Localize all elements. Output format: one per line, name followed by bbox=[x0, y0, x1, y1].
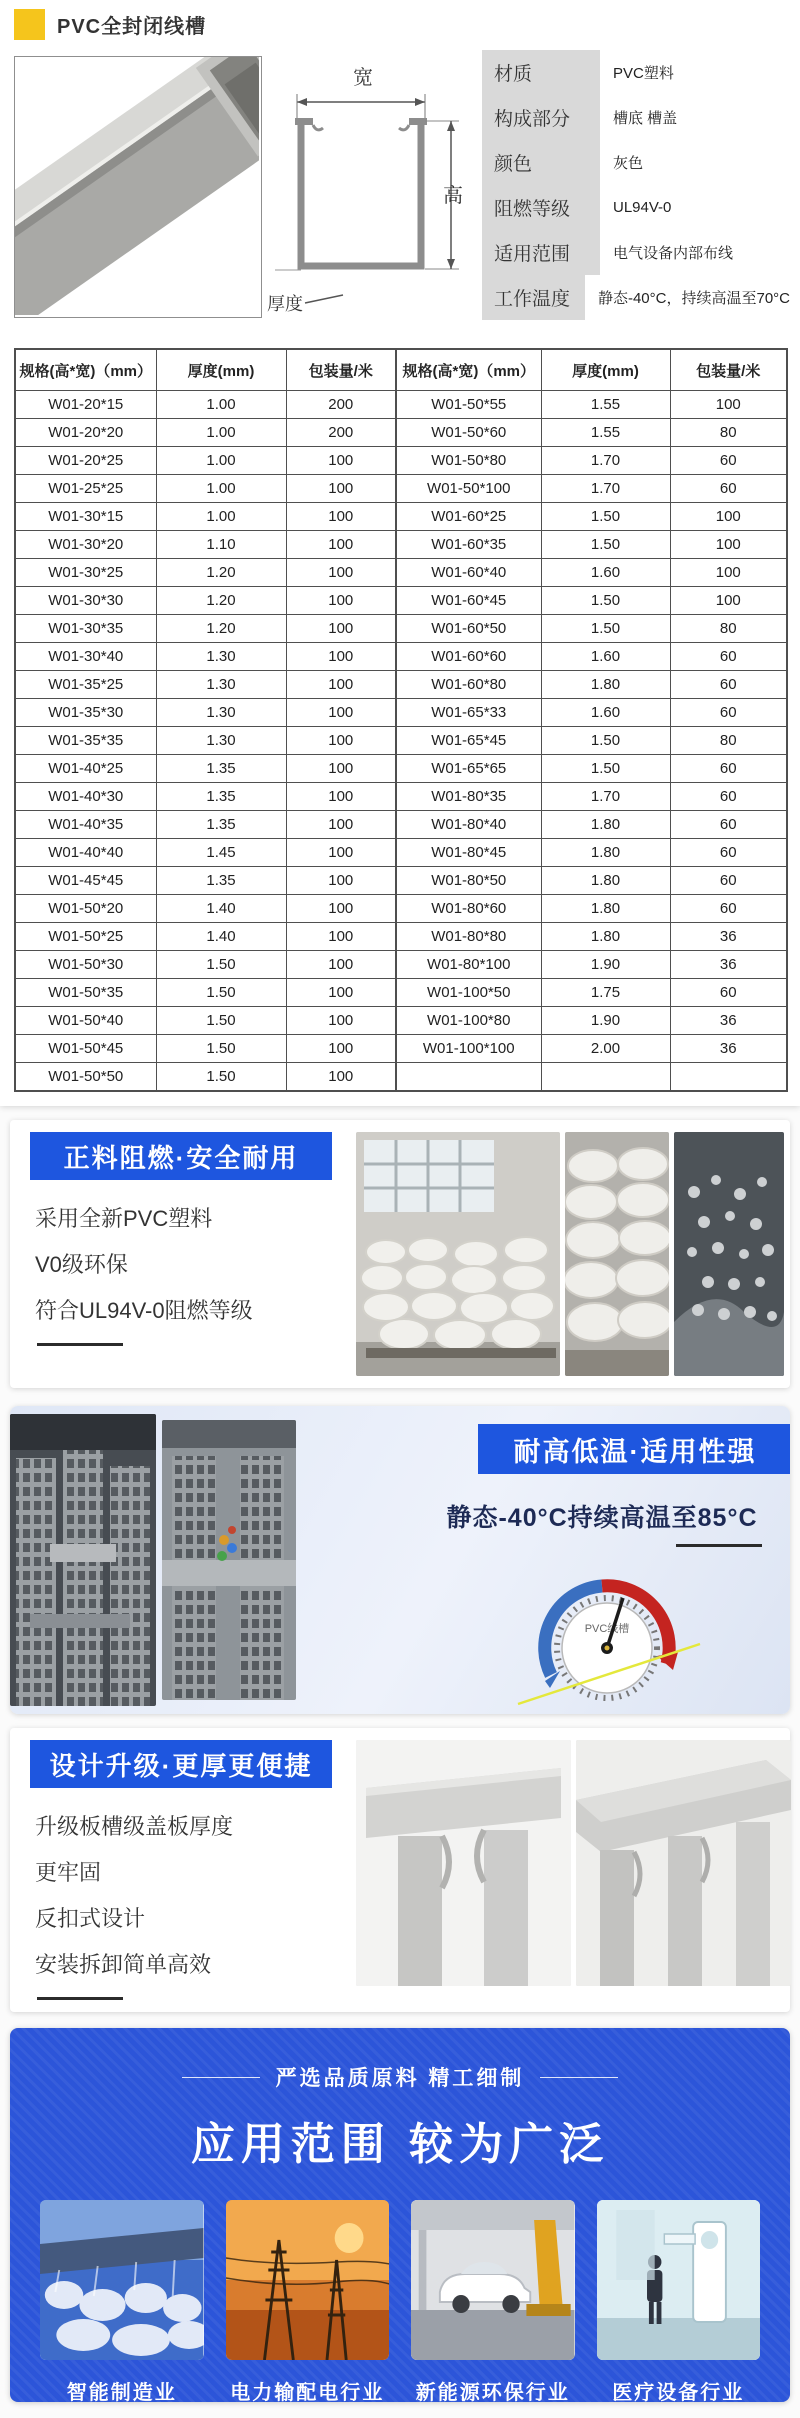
applications-kicker: 严选品质原料 精工细制 bbox=[275, 2067, 525, 2090]
thickness-cell: 1.50 bbox=[541, 503, 670, 531]
thickness-cell: 1.00 bbox=[156, 391, 286, 419]
thickness-cell: 1.80 bbox=[541, 923, 670, 951]
packaging-cell: 80 bbox=[670, 727, 787, 755]
spec-model-cell: W01-40*35 bbox=[15, 811, 156, 839]
thickness-cell: 1.35 bbox=[156, 867, 286, 895]
size-table-row bbox=[15, 951, 787, 979]
spec-model-cell: W01-80*50 bbox=[396, 867, 541, 895]
photo-trunking-closeup-1 bbox=[356, 1740, 571, 1986]
temperature-section bbox=[10, 1406, 790, 1714]
spec-model-cell: W01-50*50 bbox=[15, 1063, 156, 1092]
packaging-cell: 100 bbox=[286, 1035, 396, 1063]
packaging-cell: 60 bbox=[670, 755, 787, 783]
packaging-cell: 36 bbox=[670, 923, 787, 951]
flame-line: 采用全新PVC塑料 bbox=[35, 1206, 213, 1231]
page-header bbox=[0, 0, 800, 48]
thickness-cell: 1.60 bbox=[541, 699, 670, 727]
spec-model-cell: W01-50*25 bbox=[15, 923, 156, 951]
spec-model-cell: W01-45*45 bbox=[15, 867, 156, 895]
spec-model-cell: W01-100*80 bbox=[396, 1007, 541, 1035]
spec-label: 材质 bbox=[482, 50, 600, 95]
packaging-cell: 60 bbox=[670, 671, 787, 699]
size-table-row bbox=[15, 1035, 787, 1063]
spec-row bbox=[482, 95, 790, 140]
thickness-cell: 1.70 bbox=[541, 783, 670, 811]
size-table-row bbox=[15, 1007, 787, 1035]
thickness-cell: 1.90 bbox=[541, 1007, 670, 1035]
applications-kicker-row bbox=[10, 2028, 790, 2092]
thickness-cell: 1.50 bbox=[541, 587, 670, 615]
spec-model-cell: W01-80*80 bbox=[396, 923, 541, 951]
spec-row bbox=[482, 185, 790, 230]
thickness-cell: 2.00 bbox=[541, 1035, 670, 1063]
packaging-cell: 100 bbox=[286, 1007, 396, 1035]
thickness-cell: 1.35 bbox=[156, 783, 286, 811]
thickness-cell: 1.70 bbox=[541, 475, 670, 503]
design-line: 更牢固 bbox=[35, 1860, 102, 1885]
application-label: 医疗设备行业 bbox=[612, 2382, 745, 2402]
thickness-cell: 1.30 bbox=[156, 727, 286, 755]
packaging-cell: 100 bbox=[286, 923, 396, 951]
temperature-subtitle: 静态-40°C持续高温至85°C bbox=[446, 1504, 758, 1532]
spec-row bbox=[482, 140, 790, 185]
spec-model-cell: W01-30*30 bbox=[15, 587, 156, 615]
packaging-cell: 100 bbox=[286, 587, 396, 615]
packaging-cell: 60 bbox=[670, 839, 787, 867]
packaging-cell: 100 bbox=[286, 783, 396, 811]
packaging-cell: 80 bbox=[670, 419, 787, 447]
photo-material-bags bbox=[565, 1132, 669, 1376]
applications-tiles bbox=[10, 2200, 790, 2402]
thickness-cell: 1.50 bbox=[156, 1063, 286, 1092]
thickness-cell: 1.50 bbox=[156, 951, 286, 979]
spec-row bbox=[482, 230, 790, 275]
spec-value: 灰色 bbox=[613, 155, 644, 172]
size-table-header-row bbox=[15, 349, 787, 391]
thickness-cell: 1.70 bbox=[541, 447, 670, 475]
packaging-cell: 100 bbox=[286, 503, 396, 531]
thickness-cell: 1.35 bbox=[156, 811, 286, 839]
packaging-cell: 100 bbox=[286, 979, 396, 1007]
thickness-cell: 1.80 bbox=[541, 895, 670, 923]
packaging-cell: 200 bbox=[286, 391, 396, 419]
packaging-cell: 100 bbox=[286, 559, 396, 587]
size-table-row bbox=[15, 615, 787, 643]
packaging-cell: 200 bbox=[286, 419, 396, 447]
thickness-cell: 1.60 bbox=[541, 559, 670, 587]
spec-label: 构成部分 bbox=[482, 95, 600, 140]
thickness-cell: 1.20 bbox=[156, 615, 286, 643]
spec-model-cell: W01-60*45 bbox=[396, 587, 541, 615]
thickness-cell: 1.45 bbox=[156, 839, 286, 867]
flame-section-photos bbox=[356, 1132, 792, 1376]
photo-cabinet-wiring-2 bbox=[162, 1420, 296, 1700]
packaging-cell: 60 bbox=[670, 699, 787, 727]
size-table-row bbox=[15, 923, 787, 951]
photo-smart-manufacturing bbox=[40, 2200, 204, 2360]
column-header-packaging: 包装量/米 bbox=[670, 349, 787, 391]
packaging-cell: 60 bbox=[670, 447, 787, 475]
thickness-cell: 1.30 bbox=[156, 671, 286, 699]
spec-model-cell: W01-20*25 bbox=[15, 447, 156, 475]
gauge-label: PVC线槽 bbox=[584, 1623, 630, 1635]
thickness-cell: 1.80 bbox=[541, 671, 670, 699]
thickness-cell bbox=[541, 1063, 670, 1092]
application-item bbox=[226, 2200, 390, 2402]
spec-row bbox=[482, 275, 790, 320]
top-section bbox=[0, 0, 800, 1106]
size-table-row bbox=[15, 559, 787, 587]
packaging-cell: 100 bbox=[286, 1063, 396, 1092]
thickness-cell: 1.00 bbox=[156, 503, 286, 531]
spec-model-cell: W01-40*25 bbox=[15, 755, 156, 783]
thickness-cell: 1.00 bbox=[156, 419, 286, 447]
application-item bbox=[40, 2200, 204, 2402]
packaging-cell: 100 bbox=[286, 867, 396, 895]
packaging-cell: 60 bbox=[670, 475, 787, 503]
spec-label: 颜色 bbox=[482, 140, 600, 185]
applications-title: 应用范围 较为广泛 bbox=[190, 2120, 610, 2169]
thickness-cell: 1.50 bbox=[156, 1007, 286, 1035]
packaging-cell: 100 bbox=[286, 755, 396, 783]
thickness-cell: 1.20 bbox=[156, 587, 286, 615]
packaging-cell: 100 bbox=[286, 475, 396, 503]
size-table-row bbox=[15, 839, 787, 867]
design-line: 反扣式设计 bbox=[35, 1906, 146, 1931]
divider bbox=[37, 1343, 123, 1346]
size-table-row bbox=[15, 643, 787, 671]
packaging-cell: 100 bbox=[286, 447, 396, 475]
thickness-cell: 1.50 bbox=[156, 979, 286, 1007]
application-label: 智能制造业 bbox=[66, 2382, 177, 2402]
design-section-text bbox=[30, 1740, 356, 2000]
spec-model-cell: W01-50*45 bbox=[15, 1035, 156, 1063]
thickness-cell: 1.35 bbox=[156, 755, 286, 783]
spec-model-cell: W01-80*45 bbox=[396, 839, 541, 867]
size-table-row bbox=[15, 531, 787, 559]
column-header-thickness: 厚度(mm) bbox=[541, 349, 670, 391]
spec-model-cell: W01-50*35 bbox=[15, 979, 156, 1007]
thickness-cell: 1.10 bbox=[156, 531, 286, 559]
decorative-line bbox=[540, 2077, 618, 2078]
design-section-photos bbox=[356, 1740, 799, 2000]
packaging-cell: 100 bbox=[286, 811, 396, 839]
spec-model-cell: W01-50*80 bbox=[396, 447, 541, 475]
spec-model-cell: W01-35*35 bbox=[15, 727, 156, 755]
spec-model-cell: W01-50*100 bbox=[396, 475, 541, 503]
spec-model-cell: W01-60*25 bbox=[396, 503, 541, 531]
thickness-cell: 1.55 bbox=[541, 419, 670, 447]
dimension-diagram bbox=[265, 60, 470, 336]
applications-section bbox=[10, 2028, 790, 2402]
size-table-row bbox=[15, 811, 787, 839]
thermometer-gauge bbox=[502, 1548, 714, 1710]
spec-model-cell: W01-30*40 bbox=[15, 643, 156, 671]
size-table-row bbox=[15, 727, 787, 755]
thickness-cell: 1.75 bbox=[541, 979, 670, 1007]
packaging-cell: 100 bbox=[670, 587, 787, 615]
spec-model-cell: W01-60*40 bbox=[396, 559, 541, 587]
thickness-cell: 1.55 bbox=[541, 391, 670, 419]
thickness-cell: 1.50 bbox=[541, 755, 670, 783]
thickness-cell: 1.50 bbox=[541, 727, 670, 755]
spec-model-cell: W01-35*30 bbox=[15, 699, 156, 727]
thickness-cell: 1.50 bbox=[541, 531, 670, 559]
spec-value: 槽底 槽盖 bbox=[613, 110, 678, 127]
size-table-row bbox=[15, 391, 787, 419]
packaging-cell: 60 bbox=[670, 867, 787, 895]
flame-line: 符合UL94V-0阻燃等级 bbox=[35, 1298, 253, 1323]
packaging-cell: 36 bbox=[670, 951, 787, 979]
height-label: 高 bbox=[443, 185, 463, 207]
spec-model-cell: W01-65*33 bbox=[396, 699, 541, 727]
product-photo bbox=[14, 56, 262, 318]
spec-label: 适用范围 bbox=[482, 230, 600, 275]
spec-model-cell: W01-100*50 bbox=[396, 979, 541, 1007]
photo-new-energy-factory bbox=[411, 2200, 575, 2360]
photo-power-transmission bbox=[226, 2200, 390, 2360]
yellow-square-marker-icon bbox=[14, 9, 45, 40]
spec-model-cell: W01-20*20 bbox=[15, 419, 156, 447]
width-label: 宽 bbox=[353, 67, 373, 89]
packaging-cell: 80 bbox=[670, 615, 787, 643]
design-line: 升级板槽级盖板厚度 bbox=[35, 1814, 234, 1839]
thickness-cell: 1.80 bbox=[541, 839, 670, 867]
divider bbox=[676, 1544, 762, 1547]
spec-label: 工作温度 bbox=[482, 275, 585, 320]
packaging-cell: 100 bbox=[670, 531, 787, 559]
spec-model-cell: W01-50*55 bbox=[396, 391, 541, 419]
design-section-title: 设计升级·更厚更便捷 bbox=[30, 1740, 332, 1788]
size-table-row bbox=[15, 979, 787, 1007]
spec-model-cell: W01-25*25 bbox=[15, 475, 156, 503]
packaging-cell: 100 bbox=[670, 391, 787, 419]
packaging-cell: 100 bbox=[286, 839, 396, 867]
thickness-cell: 1.50 bbox=[541, 615, 670, 643]
spec-model-cell: W01-65*65 bbox=[396, 755, 541, 783]
spec-model-cell: W01-50*40 bbox=[15, 1007, 156, 1035]
column-header-spec: 规格(高*宽)（mm） bbox=[396, 349, 541, 391]
size-table-row bbox=[15, 1063, 787, 1092]
packaging-cell: 100 bbox=[670, 503, 787, 531]
photo-medical-equipment bbox=[597, 2200, 761, 2360]
spec-model-cell: W01-50*30 bbox=[15, 951, 156, 979]
spec-model-cell: W01-20*15 bbox=[15, 391, 156, 419]
spec-model-cell: W01-30*15 bbox=[15, 503, 156, 531]
design-line: 安装拆卸简单高效 bbox=[35, 1952, 212, 1977]
thickness-label: 厚度 bbox=[267, 294, 303, 314]
size-table-row bbox=[15, 503, 787, 531]
spec-model-cell: W01-40*30 bbox=[15, 783, 156, 811]
spec-model-cell: W01-80*35 bbox=[396, 783, 541, 811]
spec-model-cell: W01-80*40 bbox=[396, 811, 541, 839]
packaging-cell: 60 bbox=[670, 783, 787, 811]
thickness-cell: 1.20 bbox=[156, 559, 286, 587]
spec-model-cell: W01-30*25 bbox=[15, 559, 156, 587]
packaging-cell: 60 bbox=[670, 643, 787, 671]
size-table-row bbox=[15, 447, 787, 475]
packaging-cell: 100 bbox=[286, 727, 396, 755]
size-table-row bbox=[15, 867, 787, 895]
thickness-cell: 1.30 bbox=[156, 699, 286, 727]
column-header-spec: 规格(高*宽)（mm） bbox=[15, 349, 156, 391]
spec-row bbox=[482, 50, 790, 95]
thickness-cell: 1.50 bbox=[156, 1035, 286, 1063]
thickness-cell: 1.30 bbox=[156, 643, 286, 671]
temperature-section-title: 耐高低温·适用性强 bbox=[478, 1424, 790, 1474]
spec-model-cell: W01-60*50 bbox=[396, 615, 541, 643]
spec-model-cell bbox=[396, 1063, 541, 1092]
spec-model-cell: W01-60*60 bbox=[396, 643, 541, 671]
photo-trunking-closeup-2 bbox=[576, 1740, 791, 1986]
page-title: PVC全封闭线槽 bbox=[57, 15, 207, 38]
flame-line: V0级环保 bbox=[35, 1252, 128, 1277]
thickness-cell: 1.00 bbox=[156, 447, 286, 475]
packaging-cell: 100 bbox=[286, 671, 396, 699]
spec-value: 静态-40°C，持续高温至70°C bbox=[597, 290, 790, 307]
application-label: 新能源环保行业 bbox=[415, 2382, 570, 2402]
flame-section-title: 正料阻燃·安全耐用 bbox=[30, 1132, 332, 1180]
packaging-cell: 100 bbox=[286, 951, 396, 979]
application-label: 电力输配电行业 bbox=[230, 2382, 385, 2402]
thickness-cell: 1.60 bbox=[541, 643, 670, 671]
flame-retardant-section bbox=[10, 1120, 790, 1388]
column-header-thickness: 厚度(mm) bbox=[156, 349, 286, 391]
size-table bbox=[14, 348, 788, 1092]
packaging-cell: 36 bbox=[670, 1035, 787, 1063]
overview-row bbox=[0, 48, 800, 338]
packaging-cell: 36 bbox=[670, 1007, 787, 1035]
packaging-cell: 100 bbox=[286, 615, 396, 643]
size-table-row bbox=[15, 755, 787, 783]
size-table-row bbox=[15, 587, 787, 615]
spec-model-cell: W01-30*35 bbox=[15, 615, 156, 643]
packaging-cell: 60 bbox=[670, 979, 787, 1007]
size-table-row bbox=[15, 475, 787, 503]
spec-model-cell: W01-65*45 bbox=[396, 727, 541, 755]
size-table-row bbox=[15, 699, 787, 727]
size-table-row bbox=[15, 783, 787, 811]
thickness-cell: 1.90 bbox=[541, 951, 670, 979]
packaging-cell: 60 bbox=[670, 895, 787, 923]
size-table-row bbox=[15, 895, 787, 923]
spec-model-cell: W01-100*100 bbox=[396, 1035, 541, 1063]
spec-value: PVC塑料 bbox=[613, 65, 674, 82]
decorative-line bbox=[182, 2077, 260, 2078]
divider bbox=[37, 1997, 123, 2000]
thickness-cell: 1.80 bbox=[541, 811, 670, 839]
column-header-packaging: 包装量/米 bbox=[286, 349, 396, 391]
spec-value: UL94V-0 bbox=[613, 199, 672, 216]
spec-model-cell: W01-40*40 bbox=[15, 839, 156, 867]
spec-model-cell: W01-50*20 bbox=[15, 895, 156, 923]
photo-cabinet-wiring-1 bbox=[10, 1414, 156, 1706]
thickness-cell: 1.00 bbox=[156, 475, 286, 503]
thickness-cell: 1.40 bbox=[156, 895, 286, 923]
size-table-row bbox=[15, 419, 787, 447]
spec-model-cell: W01-80*60 bbox=[396, 895, 541, 923]
trunking-render bbox=[15, 57, 259, 315]
packaging-cell: 100 bbox=[286, 895, 396, 923]
thickness-cell: 1.40 bbox=[156, 923, 286, 951]
photo-warehouse bbox=[356, 1132, 560, 1376]
packaging-cell: 100 bbox=[286, 531, 396, 559]
spec-model-cell: W01-80*100 bbox=[396, 951, 541, 979]
photo-pvc-pellets bbox=[674, 1132, 784, 1376]
spec-model-cell: W01-60*35 bbox=[396, 531, 541, 559]
spec-list bbox=[482, 50, 790, 320]
thickness-cell: 1.80 bbox=[541, 867, 670, 895]
spec-model-cell: W01-50*60 bbox=[396, 419, 541, 447]
size-table-body bbox=[15, 391, 787, 1092]
packaging-cell: 100 bbox=[286, 699, 396, 727]
application-item bbox=[411, 2200, 575, 2402]
packaging-cell: 100 bbox=[670, 559, 787, 587]
spec-model-cell: W01-30*20 bbox=[15, 531, 156, 559]
design-upgrade-section bbox=[10, 1728, 790, 2012]
packaging-cell bbox=[670, 1063, 787, 1092]
spec-model-cell: W01-35*25 bbox=[15, 671, 156, 699]
spec-label: 阻燃等级 bbox=[482, 185, 600, 230]
packaging-cell: 60 bbox=[670, 811, 787, 839]
size-table-row bbox=[15, 671, 787, 699]
spec-model-cell: W01-60*80 bbox=[396, 671, 541, 699]
packaging-cell: 100 bbox=[286, 643, 396, 671]
flame-section-text bbox=[30, 1132, 356, 1376]
application-item bbox=[597, 2200, 761, 2402]
spec-value: 电气设备内部布线 bbox=[613, 245, 734, 262]
